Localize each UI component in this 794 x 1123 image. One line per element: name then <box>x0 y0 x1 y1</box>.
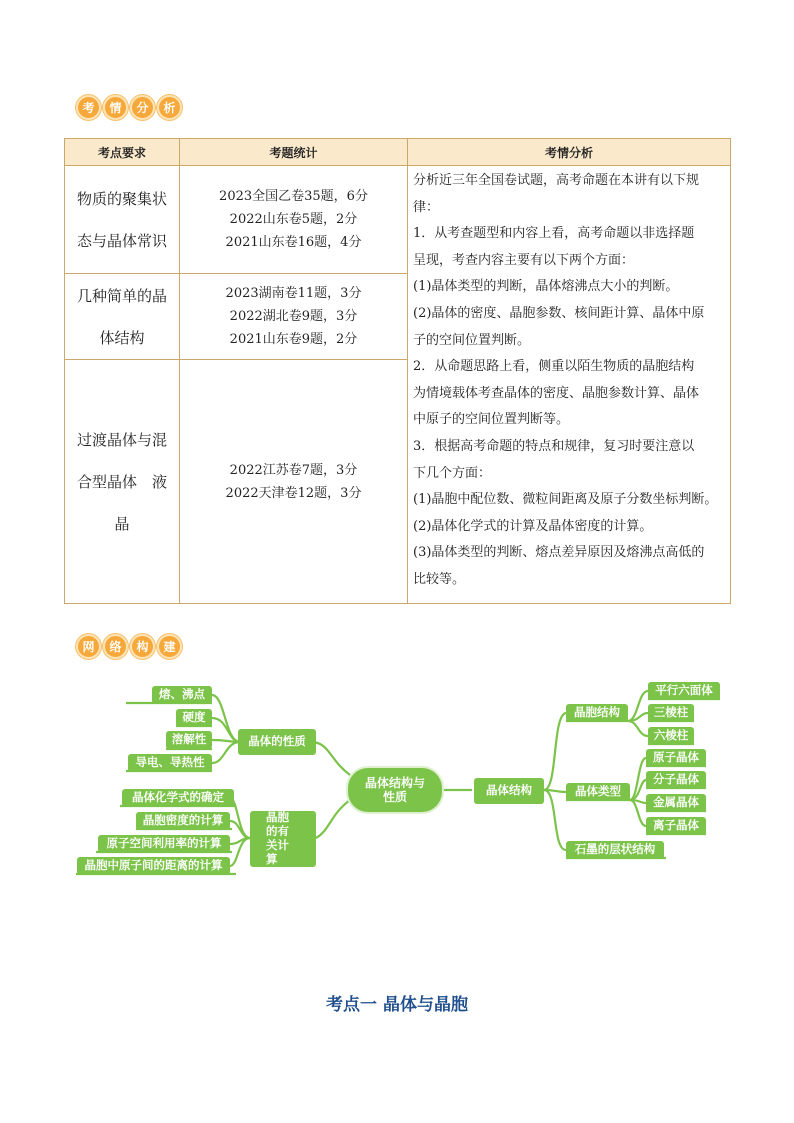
node-graphite-layers: 石墨的层状结构 <box>566 841 664 859</box>
analysis-line: (2)晶体化学式的计算及晶体密度的计算。 <box>413 518 653 534</box>
stats-line: 2022江苏卷7题，3分 <box>229 462 358 478</box>
mind-map-center-node <box>348 768 442 812</box>
topic-cell: 物质的聚集状态与晶体常识 <box>65 166 180 274</box>
node-cell-calculation <box>250 811 316 867</box>
analysis-line: 分析近三年全国卷试题，高考命题在本讲有以下规 <box>413 173 700 188</box>
leaf-conductivity: 导电、导热性 <box>128 754 212 772</box>
leaf-parallelepiped: 平行六面体 <box>648 682 720 700</box>
leaf-atom-distance: 晶胞中原子间的距离的计算 <box>77 857 230 875</box>
analysis-line: 1．从考查题型和内容上看，高考命题以非选择题 <box>413 226 695 242</box>
stats-line: 2022山东卷5题，2分 <box>229 212 358 227</box>
stats-line: 2022天津卷12题，3分 <box>225 485 362 501</box>
header-topic: 考点要求 <box>65 139 180 166</box>
header-analysis: 考情分析 <box>408 139 731 166</box>
node-crystal-properties: 晶体的性质 <box>238 729 316 755</box>
leaf-formula-determination: 晶体化学式的确定 <box>122 789 234 807</box>
leaf-molecular-crystal: 分子晶体 <box>646 771 706 789</box>
analysis-line: 律： <box>413 199 440 215</box>
badge-char: 建 <box>157 634 182 659</box>
analysis-line: 2．从命题思路上看，侧重以陌生物质的晶胞结构 <box>413 359 695 375</box>
leaf-solubility: 溶解性 <box>166 731 212 749</box>
analysis-line: 呈现，考查内容主要有以下两个方面： <box>413 252 635 268</box>
topic-cell: 几种简单的晶体结构 <box>65 274 180 360</box>
leaf-hexagonal-prism: 六棱柱 <box>648 727 694 745</box>
center-label: 晶体结构与性质 <box>365 775 426 804</box>
analysis-line: 比较等。 <box>413 571 466 587</box>
badge-char: 考 <box>76 95 101 120</box>
leaf-space-utilization: 原子空间利用率的计算 <box>98 835 230 853</box>
stats-line: 2023湖南卷11题，3分 <box>225 286 362 301</box>
leaf-hardness: 硬度 <box>176 709 212 727</box>
badge-char: 络 <box>103 634 128 659</box>
analysis-line: (1)晶体类型的判断，晶体熔沸点大小的判断。 <box>413 279 679 295</box>
stats-line: 2023全国乙卷35题，6分 <box>219 189 368 204</box>
section-heading: 考点一 晶体与晶胞 <box>326 995 468 1015</box>
analysis-line: 中原子的空间位置判断等。 <box>413 412 570 428</box>
analysis-line: 子的空间位置判断。 <box>413 332 531 348</box>
badge-char: 析 <box>157 95 182 120</box>
analysis-line: 3．根据高考命题的特点和规律，复习时要注意以 <box>413 438 695 454</box>
analysis-line: 为情境载体考查晶体的密度、晶胞参数计算、晶体 <box>413 385 700 401</box>
stats-line: 2021山东卷16题，4分 <box>225 235 362 250</box>
node-crystal-structure: 晶体结构 <box>474 778 544 804</box>
leaf-melting-boiling-point: 熔、沸点 <box>152 686 212 704</box>
node-crystal-types: 晶体类型 <box>566 783 630 801</box>
leaf-metallic-crystal: 金属晶体 <box>646 794 706 812</box>
badge-char: 构 <box>130 634 155 659</box>
badge-char: 情 <box>103 95 128 120</box>
cell-calc-label: 晶胞的有关计算 <box>266 810 289 866</box>
node-cell-structure: 晶胞结构 <box>566 704 628 722</box>
leaf-ionic-crystal: 离子晶体 <box>646 817 706 835</box>
analysis-line: 下几个方面： <box>413 465 492 481</box>
leaf-triangular-prism: 三棱柱 <box>648 704 694 722</box>
topic-cell: 过渡晶体与混合型晶体 液晶 <box>65 360 180 604</box>
header-stats: 考题统计 <box>180 139 408 166</box>
analysis-line: (2)晶体的密度、晶胞参数、核间距计算、晶体中原 <box>413 305 705 321</box>
leaf-density-calc: 晶胞密度的计算 <box>136 812 230 830</box>
stats-line: 2022湖北卷9题，3分 <box>229 309 358 324</box>
analysis-line: (1)晶胞中配位数、微粒间距离及原子分数坐标判断。 <box>413 492 718 508</box>
leaf-atomic-crystal: 原子晶体 <box>646 749 706 767</box>
analysis-line: (3)晶体类型的判断、熔点差异原因及熔沸点高低的 <box>413 545 705 561</box>
stats-line: 2021山东卷9题，2分 <box>229 332 358 347</box>
badge-char: 网 <box>76 634 101 659</box>
badge-char: 分 <box>130 95 155 120</box>
